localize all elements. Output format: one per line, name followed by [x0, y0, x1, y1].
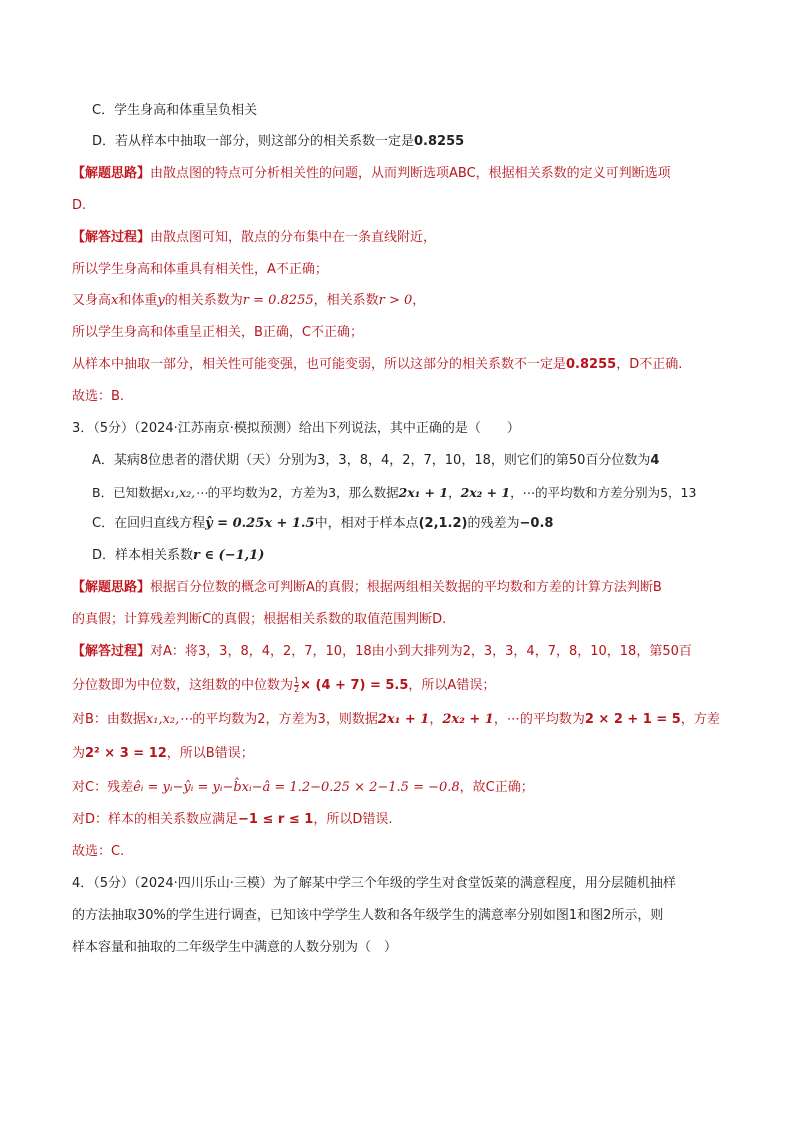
q2-option-d-text: D．若从样本中抽取一部分，则这部分的相关系数一定是	[92, 134, 415, 149]
q3-p4-a: 为	[72, 746, 86, 761]
q3-oc-val: −0.8	[519, 516, 554, 531]
q2-think-tag: 【解题思路】	[72, 166, 151, 181]
q4-line-3: 样本容量和抽取的二年级学生中满意的人数分别为（ ）	[72, 940, 398, 955]
q3-process-line-3	[72, 710, 720, 730]
q3-process-line-5	[72, 778, 534, 798]
q2-p3-d: ，相关系数	[313, 293, 379, 308]
q3-process-line-1	[72, 642, 692, 662]
q3-p3-data: x₁,x₂,⋯	[145, 712, 193, 727]
q2-process-line-3	[72, 291, 425, 311]
q3-option-a-value: 4	[650, 453, 660, 468]
q3-ob-d2: 2x₂ + 1	[460, 485, 511, 500]
q3-option-a	[92, 451, 659, 471]
q3-think-line-2: 的真假；计算残差判断C的真假；根据相关系数的取值范围判断D.	[72, 612, 447, 627]
q3-p2-fraction	[294, 677, 299, 694]
q3-ob-data: x₁,x₂,⋯	[163, 485, 208, 500]
q3-p2-b: ，所以A错误；	[408, 678, 496, 693]
q4-line-1: 4．（5分）（2024·四川乐山·三模）为了解某中学三个年级的学生对食堂饭菜的满意程度，用分层随机抽样	[72, 876, 676, 891]
q3-oc-c: 的残差为	[467, 516, 520, 531]
q3-oc-a: C．在回归直线方程	[92, 516, 206, 531]
q2-p3-y: y	[157, 293, 165, 308]
q3-p2-a: 分位数即为中位数，这组数的中位数为	[72, 678, 294, 693]
q2-think-text-1: 由散点图的特点可分析相关性的问题，从而判断选项ABC，根据相关系数的定义可判断选项	[150, 166, 671, 181]
q2-think-line-2: D.	[72, 198, 87, 213]
q2-process-line-2: 所以学生身高和体重具有相关性，A不正确；	[72, 262, 328, 277]
q2-p3-eq: r = 0.8255	[242, 293, 314, 308]
q2-option-d	[92, 132, 464, 152]
q3-process-line-4	[72, 744, 254, 764]
q3-p3-d: ，方差	[680, 712, 720, 727]
q3-p2-num: 1	[294, 676, 300, 685]
q3-ob-d1: 2x₁ + 1	[398, 485, 449, 500]
q3-p6-b: ，所以D错误.	[313, 812, 393, 827]
q2-option-c: C．学生身高和体重呈负相关	[92, 103, 258, 118]
q3-p3-d2: 2x₂ + 1	[442, 712, 494, 727]
q3-p3-d1: 2x₁ + 1	[377, 712, 430, 727]
q2-p3-ineq: r > 0	[378, 293, 413, 308]
q3-p3-eq: 2 × 2 + 1 = 5	[584, 712, 681, 727]
q3-option-a-text: A．某病8位患者的潜伏期（天）分别为3，3，8，4，2，7，10，18，则它们的第50百分位数为	[92, 453, 651, 468]
q3-p3-b: 的平均数为2，方差为3，则数据	[192, 712, 378, 727]
q2-p3-x: x	[111, 293, 119, 308]
q3-header: 3．（5分）（2024·江苏南京·模拟预测）给出下列说法，其中正确的是（ ）	[72, 421, 520, 436]
q2-p5-val: 0.8255	[566, 357, 617, 372]
q3-process-line-6	[72, 810, 392, 830]
q3-answer: 故选：C.	[72, 844, 125, 859]
q3-oc-eq: ŷ = 0.25x + 1.5	[205, 516, 315, 531]
q2-option-d-value: 0.8255	[414, 134, 465, 149]
q3-od-eq: r ∈ (−1,1)	[193, 548, 265, 563]
q3-p2-den: 2	[294, 685, 300, 694]
q4-line-2: 的方法抽取30%的学生进行调查，已知该中学学生人数和各年级学生的满意率分别如图1和图2所示，则	[72, 908, 664, 923]
q3-think-text-1: 根据百分位数的概念可判断A的真假；根据两组相关数据的平均数和方差的计算方法判断B	[150, 580, 662, 595]
q3-think-line-1	[72, 578, 662, 598]
q3-p5-b: ，故C正确；	[459, 780, 534, 795]
q3-p5-eq: êᵢ = yᵢ−ŷᵢ = yᵢ−b̂xᵢ−â = 1.2−0.25 × 2−1.5 = −0.8	[133, 780, 460, 795]
q2-think-line-1	[72, 164, 671, 184]
q2-process-line-5	[72, 355, 682, 375]
q3-process-text-1: 对A：将3，3，8，4，2，7，10，18由小到大排列为2，3，3，4，7，8，10，18，第50百	[150, 644, 692, 659]
q3-ob-sep: ，	[448, 485, 461, 500]
q3-oc-b: 中，相对于样本点	[314, 516, 419, 531]
q3-p3-c: ，⋯的平均数为	[493, 712, 585, 727]
q3-think-tag: 【解题思路】	[72, 580, 151, 595]
q3-ob-a: B．已知数据	[92, 485, 164, 500]
q3-p3-sep: ，	[429, 712, 443, 727]
q2-p5-a: 从样本中抽取一部分，相关性可能变强，也可能变弱，所以这部分的相关系数不一定是	[72, 357, 567, 372]
q3-ob-b: 的平均数为2，方差为3，那么数据	[207, 485, 399, 500]
q2-process-tag: 【解答过程】	[72, 230, 151, 245]
q3-p6-eq: −1 ≤ r ≤ 1	[238, 812, 314, 827]
q3-od-a: D．样本相关系数	[92, 548, 194, 563]
q2-p3-e: ，	[412, 293, 426, 308]
q2-p3-a: 又身高	[72, 293, 112, 308]
q3-option-c	[92, 514, 553, 534]
q3-process-line-2	[72, 676, 495, 696]
q3-ob-c: ，⋯的平均数和方差分别为5，13	[510, 485, 697, 500]
q3-p4-b: ，所以B错误；	[166, 746, 254, 761]
q3-option-d	[92, 546, 264, 566]
q2-process-line-4: 所以学生身高和体重呈正相关，B正确，C不正确；	[72, 325, 363, 340]
q3-p3-a: 对B：由数据	[72, 712, 146, 727]
q3-oc-pt: (2,1.2)	[418, 516, 468, 531]
q2-p5-b: ，D不正确.	[616, 357, 683, 372]
q3-p2-eq: × (4 + 7) = 5.5	[300, 678, 409, 693]
q2-process-line-1	[72, 228, 436, 248]
q3-p5-a: 对C：残差	[72, 780, 134, 795]
q2-p3-b: 和体重	[118, 293, 158, 308]
q3-option-b	[92, 483, 696, 503]
q3-p6-a: 对D：样本的相关系数应满足	[72, 812, 239, 827]
q3-p4-eq: 2² × 3 = 12	[85, 746, 167, 761]
q2-answer: 故选：B.	[72, 389, 125, 404]
q2-process-text-1: 由散点图可知，散点的分布集中在一条直线附近，	[150, 230, 437, 245]
q3-process-tag: 【解答过程】	[72, 644, 151, 659]
q2-p3-c: 的相关系数为	[164, 293, 243, 308]
